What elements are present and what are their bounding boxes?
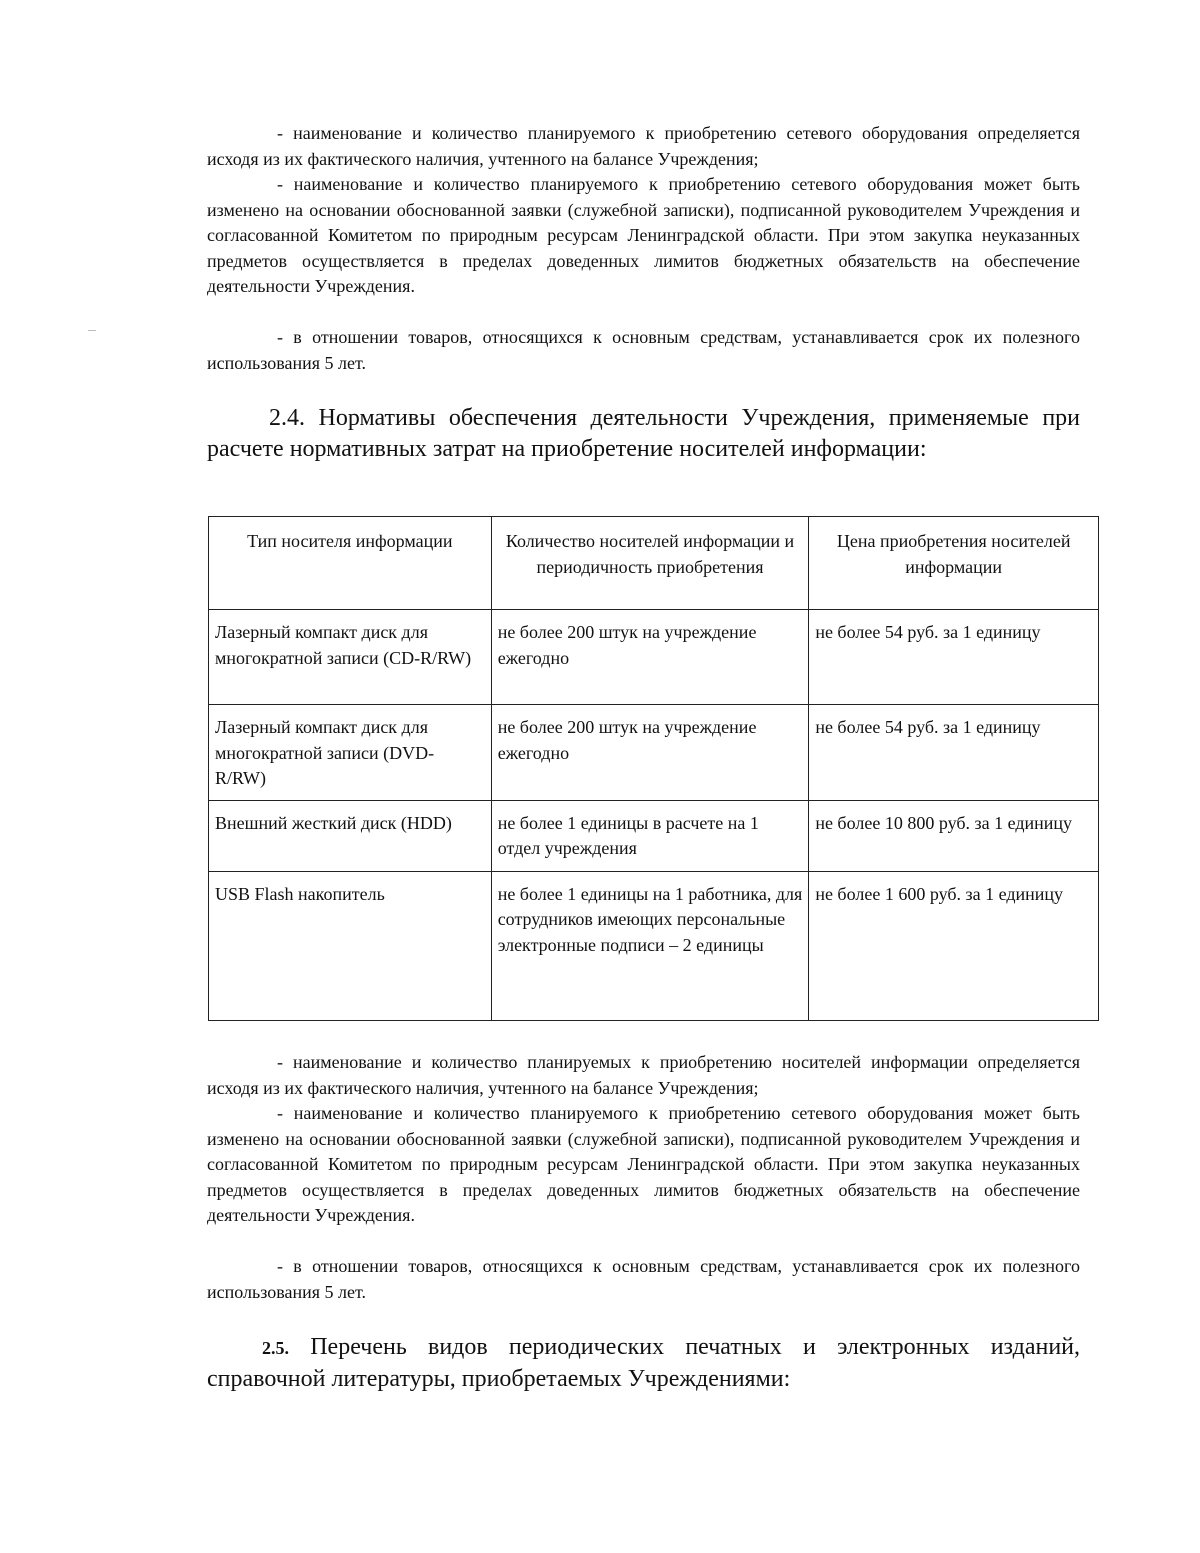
table-row [209, 800, 1099, 871]
section-2-4-title: Нормативы обеспечения деятельности Учреждения, применяемые при расчете нормативных затрат на приобретение носителей информации: [207, 405, 1081, 462]
table-row [209, 705, 1099, 801]
block1-paragraph-3: - в отношении товаров, относящихся к основным средствам, устанавливается срок их полезного использования 5 лет. [207, 327, 1080, 373]
table-header-cell: Количество носителей информации и периодичность приобретения [491, 517, 809, 610]
table-cell: Внешний жесткий диск (HDD) [209, 800, 492, 871]
table-cell: USB Flash накопитель [209, 871, 492, 1020]
block1-paragraph-2: - наименование и количество планируемого к приобретению сетевого оборудования может быть изменено на основании обоснованной заявки (служебной записки), подписанной руководителем Учреждения и согласованной Комитетом по природным ресурсам Ленинградской области. При этом закупка неуказанных предметов осуществляется в пределах доведенных лимитов бюджетных обязательств на обеспечение деятельности Учреждения. [207, 174, 1080, 296]
table-cell: Лазерный компакт диск для многократной записи (CD-R/RW) [209, 610, 492, 705]
block2-paragraph-3: - в отношении товаров, относящихся к основным средствам, устанавливается срок их полезного использования 5 лет. [207, 1256, 1080, 1302]
table-cell: Лазерный компакт диск для многократной записи (DVD-R/RW) [209, 705, 492, 801]
table-header-cell: Цена приобретения носителей информации [809, 517, 1099, 610]
section-2-5-title: Перечень видов периодических печатных и электронных изданий, справочной литературы, приобретаемых Учреждениями: [207, 1334, 1080, 1392]
scan-artifact [88, 330, 96, 331]
table-header-cell: Тип носителя информации [209, 517, 492, 610]
section-2-4-heading [207, 403, 1080, 465]
table-cell: не более 200 штук на учреждение ежегодно [491, 705, 809, 801]
table-cell: не более 54 руб. за 1 единицу [809, 705, 1099, 801]
block1-paragraph-1: - наименование и количество планируемого к приобретению сетевого оборудования определяется исходя из их фактического наличия, учтенного на балансе Учреждения; [207, 123, 1080, 169]
table-cell: не более 200 штук на учреждение ежегодно [491, 610, 809, 705]
section-2-4-number: 2.4. [269, 405, 305, 431]
table-cell: не более 54 руб. за 1 единицу [809, 610, 1099, 705]
table-row [209, 610, 1099, 705]
table-cell: не более 10 800 руб. за 1 единицу [809, 800, 1099, 871]
table-row [209, 871, 1099, 1020]
section-2-5-heading [207, 1332, 1080, 1395]
table-header-row [209, 517, 1099, 610]
section-2-5-number: 2.5. [262, 1338, 289, 1358]
table-cell: не более 1 единицы в расчете на 1 отдел учреждения [491, 800, 809, 871]
block2-paragraph-2: - наименование и количество планируемого к приобретению сетевого оборудования может быть изменено на основании обоснованной заявки (служебной записки), подписанной руководителем Учреждения и согласованной Комитетом по природным ресурсам Ленинградской области. При этом закупка неуказанных предметов осуществляется в пределах доведенных лимитов бюджетных обязательств на обеспечение деятельности Учреждения. [207, 1103, 1080, 1225]
table-cell: не более 1 единицы на 1 работника, для сотрудников имеющих персональные электронные подписи – 2 единицы [491, 871, 809, 1020]
media-norms-table [208, 516, 1099, 1021]
block2-paragraph-1: - наименование и количество планируемых к приобретению носителей информации определяется исходя из их фактического наличия, учтенного на балансе Учреждения; [207, 1052, 1080, 1098]
table-cell: не более 1 600 руб. за 1 единицу [809, 871, 1099, 1020]
